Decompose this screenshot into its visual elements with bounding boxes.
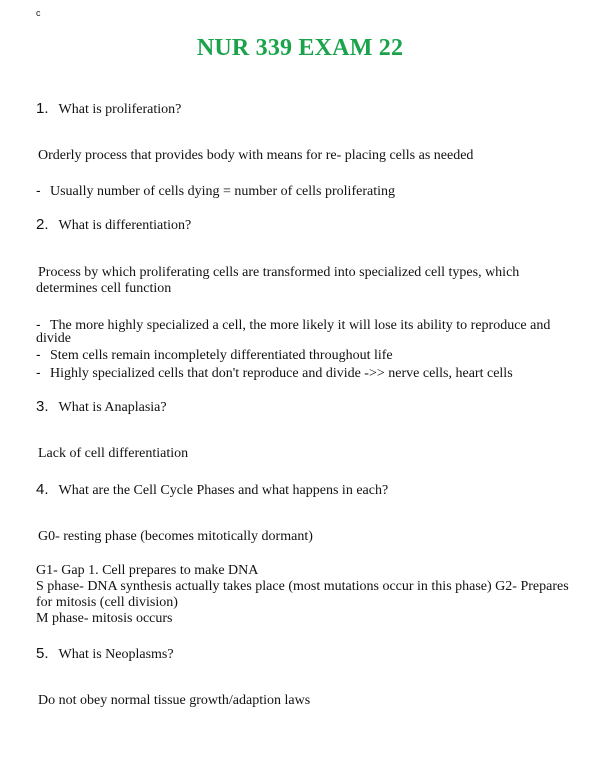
question-number: 3. bbox=[36, 398, 49, 415]
phase-line-1: G1- Gap 1. Cell prepares to make DNA bbox=[36, 563, 259, 578]
bullet-1-1 bbox=[36, 182, 395, 200]
answer-2-line-1: Process by which proliferating cells are transformed into specialized cell types, which bbox=[38, 265, 520, 280]
phase-line-2: S phase- DNA synthesis actually takes place (most mutations occur in this phase) G2- Prepares bbox=[36, 579, 569, 594]
answer-1: Orderly process that provides body with means for re- placing cells as needed bbox=[38, 148, 474, 163]
page-title: NUR 339 EXAM 22 bbox=[196, 35, 404, 61]
bullet-dash: - bbox=[36, 182, 41, 198]
bullet-text: Stem cells remain incompletely differentiated throughout life bbox=[50, 348, 393, 363]
phase-line-4: M phase- mitosis occurs bbox=[36, 611, 173, 626]
answer-2-line-2: determines cell function bbox=[36, 281, 172, 296]
bullet-2-1 bbox=[36, 316, 550, 334]
question-number: 4. bbox=[36, 481, 49, 498]
bullet-dash: - bbox=[36, 346, 41, 362]
bullet-2-1-continuation: divide bbox=[36, 331, 71, 346]
question-number: 5. bbox=[36, 645, 49, 662]
question-text: What is Neoplasms? bbox=[58, 647, 174, 662]
bullet-dash: - bbox=[36, 316, 41, 332]
question-2 bbox=[36, 216, 191, 234]
bullet-2-2 bbox=[36, 346, 393, 364]
question-number: 2. bbox=[36, 216, 49, 233]
bullet-dash: - bbox=[36, 364, 41, 380]
bullet-text: Usually number of cells dying = number of cells proliferating bbox=[50, 184, 395, 199]
corner-mark: c bbox=[36, 8, 41, 18]
bullet-text: The more highly specialized a cell, the more likely it will lose its ability to reproduce and bbox=[50, 318, 551, 333]
question-text: What is Anaplasia? bbox=[58, 400, 167, 415]
question-3 bbox=[36, 398, 167, 416]
answer-5: Do not obey normal tissue growth/adaption laws bbox=[38, 693, 311, 708]
question-text: What is differentiation? bbox=[58, 218, 192, 233]
question-number: 1. bbox=[36, 100, 49, 117]
question-4 bbox=[36, 481, 388, 499]
question-1 bbox=[36, 100, 181, 118]
bullet-2-3 bbox=[36, 364, 513, 382]
question-5 bbox=[36, 645, 174, 663]
bullet-text: Highly specialized cells that don't reproduce and divide ->> nerve cells, heart cells bbox=[50, 366, 513, 381]
question-text: What is proliferation? bbox=[58, 102, 182, 117]
question-text: What are the Cell Cycle Phases and what happens in each? bbox=[58, 483, 389, 498]
answer-4: G0- resting phase (becomes mitotically dormant) bbox=[38, 529, 313, 544]
answer-3: Lack of cell differentiation bbox=[38, 446, 189, 461]
phase-line-3: for mitosis (cell division) bbox=[36, 595, 178, 610]
